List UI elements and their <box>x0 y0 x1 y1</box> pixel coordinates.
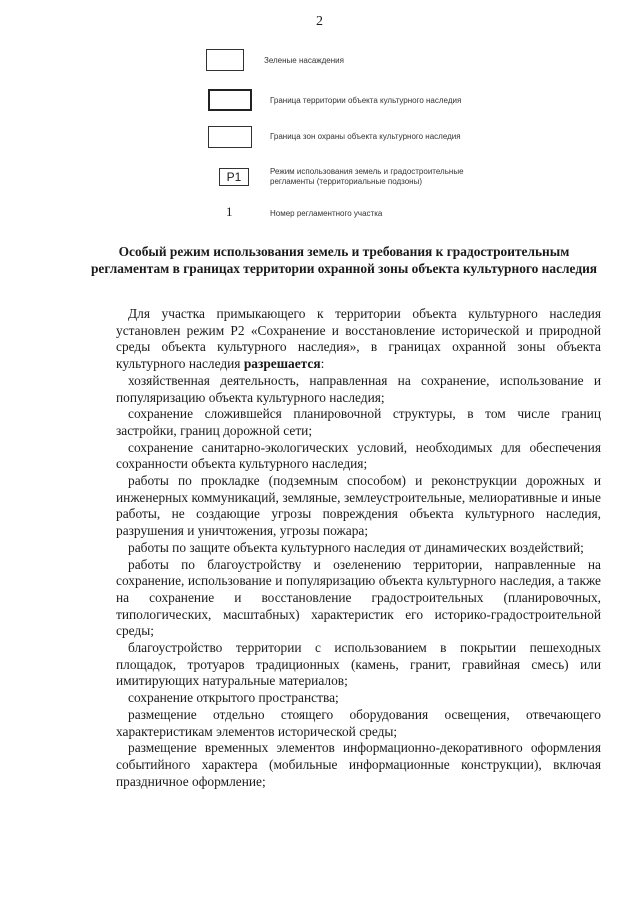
intro-bold: разрешается <box>243 356 321 372</box>
territory-boundary-symbol <box>208 89 252 111</box>
legend-label-regime-line1: Режим использования земель и градостроительные <box>270 167 464 176</box>
list-item: сохранение санитарно-экологических условий, необходимых для обеспечения сохранности объекта культурного наследия; <box>116 439 601 472</box>
legend-label-plot-number: Номер регламентного участка <box>270 209 383 218</box>
list-item: хозяйственная деятельность, направленная на сохранение, использование и популяризацию объекта культурного наследия; <box>116 372 601 405</box>
legend-label-green: Зеленые насаждения <box>264 56 344 65</box>
list-item: работы по благоустройству и озеленению территории, направленные на сохранение, использование и популяризацию объекта культурного наследия, а также на сохранение и восстановление градостроительных (планировочных, типологических, масштабных) характеристик его историко-градостроительной среды; <box>116 556 601 639</box>
legend-label-regime <box>270 167 500 187</box>
section-heading: Особый режим использования земель и требования к градостроительным регламентам в границах территории охранной зоны объекта культурного наследия <box>90 244 598 276</box>
legend <box>0 0 639 230</box>
page-number: 2 <box>316 14 323 29</box>
list-item: размещение временных элементов информационно-декоративного оформления событийного характера (мобильные информационные конструкции), включая праздничное оформление; <box>116 740 601 789</box>
green-areas-symbol <box>206 49 244 71</box>
list-item: размещение отдельно стоящего оборудования освещения, отвечающего характеристикам элементов исторической среды; <box>116 706 601 739</box>
intro-text: Для участка примыкающего к территории объекта культурного наследия установлен режим Р2 «Сохранение и восстановление исторической и природной среды объекта культурного наследия», в границах охранной зоны объекта культурного наследия <box>116 306 601 372</box>
legend-label-regime-line2: регламенты (территориальные подзоны) <box>270 177 423 186</box>
intro-paragraph <box>116 306 601 373</box>
plot-number-symbol: 1 <box>226 204 233 219</box>
protection-zone-boundary-symbol <box>208 126 252 148</box>
document-body <box>116 306 601 790</box>
list-item: благоустройство территории с использованием в покрытии пешеходных площадок, тротуаров традиционных (камень, гранит, гравийная смесь) или имитирующих натуральные материалов; <box>116 640 601 689</box>
list-item: работы по защите объекта культурного наследия от динамических воздействий; <box>128 539 584 555</box>
intro-end: : <box>320 356 325 372</box>
legend-label-territory: Граница территории объекта культурного наследия <box>270 96 462 105</box>
legend-label-zone: Граница зон охраны объекта культурного наследия <box>270 132 461 141</box>
regime-code-symbol: Р1 <box>219 168 249 186</box>
list-item: работы по прокладке (подземным способом) и реконструкции дорожных и инженерных коммуникаций, земляные, землеустроительные, мелиоративные и иные работы, не создающие угрозы повреждения объекта культурного наследия, разрушения и уничтожения, угрозы пожара; <box>116 473 601 539</box>
list-item: сохранение сложившейся планировочной структуры, в том числе границ застройки, границ дорожной сети; <box>116 406 601 438</box>
list-item: сохранение открытого пространства; <box>128 690 339 706</box>
